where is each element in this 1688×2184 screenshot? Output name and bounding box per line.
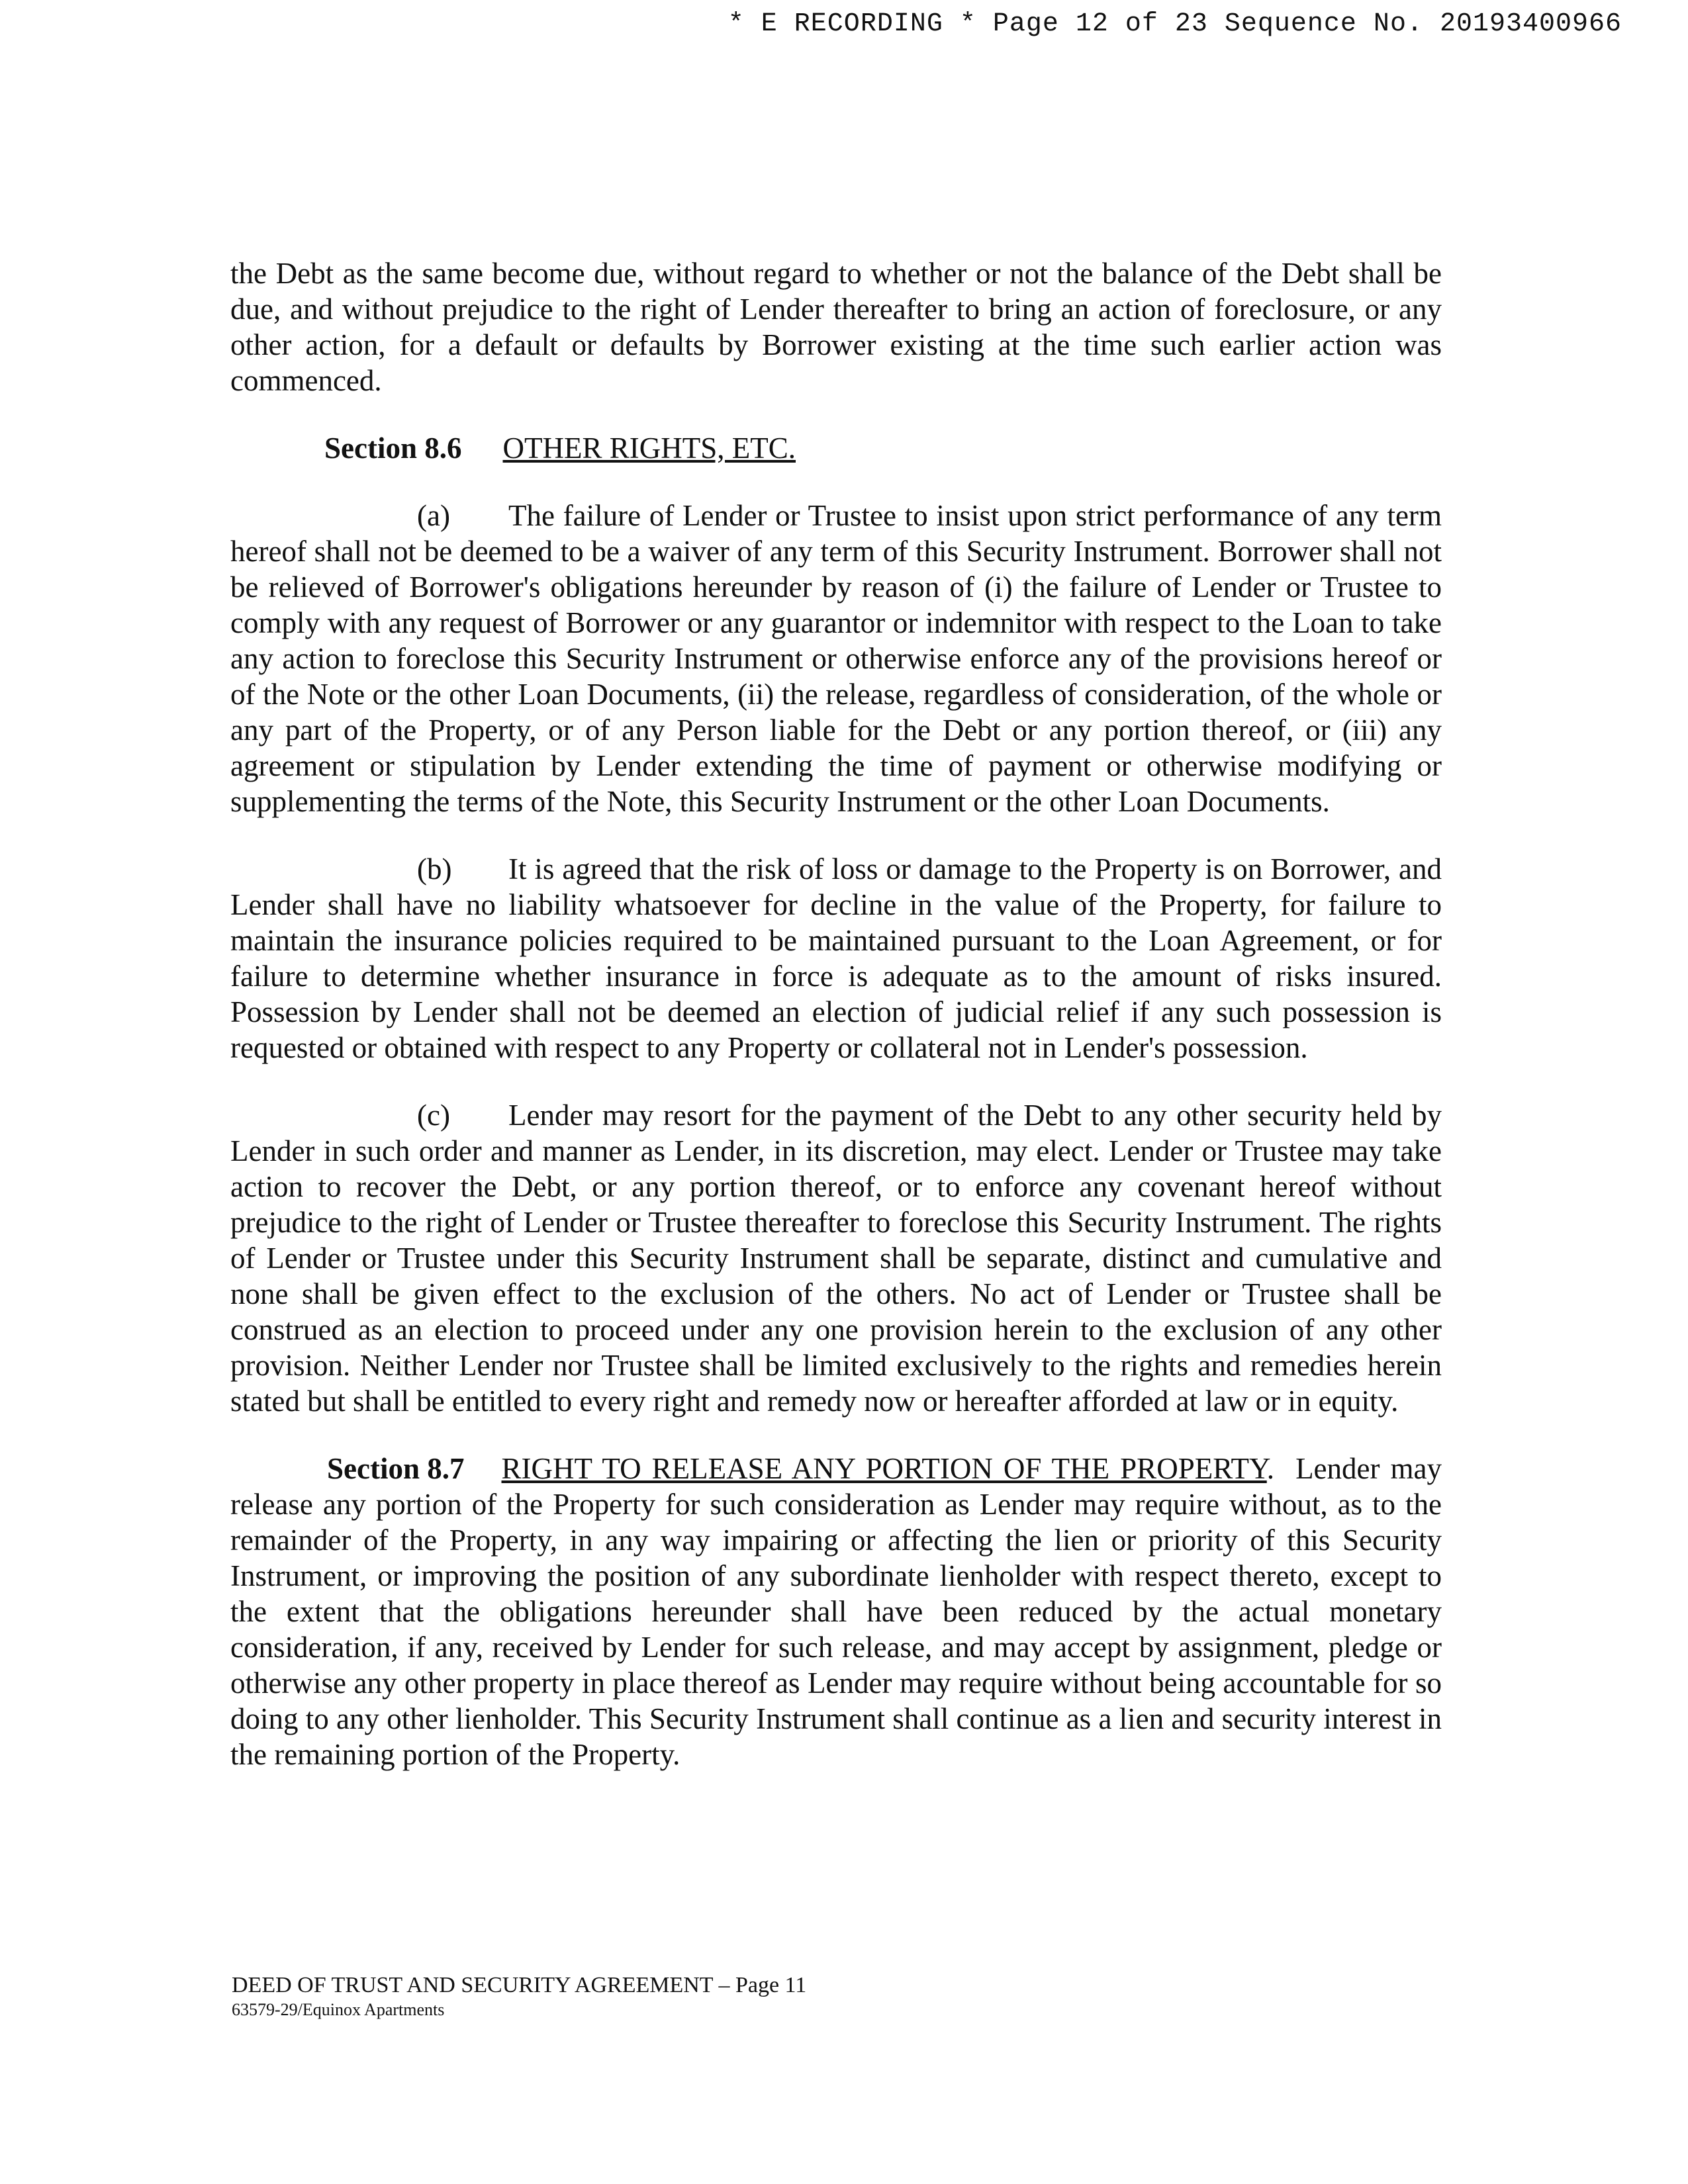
- section-8-6-title: OTHER RIGHTS, ETC.: [502, 432, 796, 465]
- section-8-6-heading: [230, 430, 1442, 466]
- footer-reference: 63579-29/Equinox Apartments: [232, 2000, 445, 2019]
- section-8-7-title: RIGHT TO RELEASE ANY PORTION OF THE PROPERTY: [501, 1452, 1267, 1485]
- paragraph-b-text: It is agreed that the risk of loss or damage to the Property is on Borrower, and Lender shall have no liability whatsoever for decline in the value of the Property, for failure to maintain the insurance policies required to be maintained pursuant to the Loan Agreement, or for failure to determine whether insurance in force is adequate as to the amount of risks insured. Possession by Lender shall not be deemed an election of judicial relief if any such possession is requested or obtained with respect to any Property or collateral not in Lender's possession.: [230, 852, 1442, 1064]
- continuation-paragraph: the Debt as the same become due, without regard to whether or not the balance of the Debt shall be due, and without prejudice to the right of Lender thereafter to bring an action of foreclosure, or any other action, for a default or defaults by Borrower existing at the time such earlier action was commenced.: [230, 257, 1442, 397]
- paragraph-b: [230, 851, 1442, 1066]
- recording-stamp: * E RECORDING * Page 12 of 23 Sequence No. 20193400966: [727, 9, 1622, 39]
- paragraph-c-text: Lender may resort for the payment of the Debt to any other security held by Lender in such order and manner as Lender, in its discretion, may elect. Lender or Trustee may take action to recover the Debt, or any portion thereof, or to enforce any covenant hereof without prejudice to the right of Lender or Trustee thereafter to foreclose this Security Instrument. The rights of Lender or Trustee under this Security Instrument shall be separate, distinct and cumulative and none shall be given effect to the exclusion of the others. No act of Lender or Trustee shall be construed as an election to proceed under any one provision herein to the exclusion of any other provision. Neither Lender nor Trustee shall be limited exclusively to the rights and remedies herein stated but shall be entitled to every right and remedy now or hereafter afforded at law or in equity.: [230, 1099, 1442, 1418]
- section-8-7-text: Lender may release any portion of the Property for such consideration as Lender may require without, as to the remainder of the Property, in any way impairing or affecting the lien or priority of this Security Instrument, or improving the position of any subordinate lienholder with respect thereto, except to the extent that the obligations hereunder shall have been reduced by the actual monetary consideration, if any, received by Lender for such release, and may accept by assignment, pledge or otherwise any other property in place thereof as Lender may require without being accountable for so doing to any other lienholder. This Security Instrument shall continue as a lien and security interest in the remaining portion of the Property.: [230, 1452, 1442, 1771]
- section-8-7-paragraph: [230, 1451, 1442, 1772]
- section-8-7-title-end: .: [1266, 1452, 1274, 1485]
- paragraph-b-label: (b): [417, 852, 452, 886]
- paragraph-c-label: (c): [417, 1099, 450, 1132]
- paragraph-a-text: The failure of Lender or Trustee to insist upon strict performance of any term hereof shall not be deemed to be a waiver of any term of this Security Instrument. Borrower shall not be relieved of Borrower's obligations hereunder by reason of (i) the failure of Lender or Trustee to comply with any request of Borrower or any guarantor or indemnitor with respect to the Loan to take any action to foreclose this Security Instrument or otherwise enforce any of the provisions hereof or of the Note or the other Loan Documents, (ii) the release, regardless of consideration, of the whole or any part of the Property, or of any Person liable for the Debt or any portion thereof, or (iii) any agreement or stipulation by Lender extending the time of payment or otherwise modifying or supplementing the terms of the Note, this Security Instrument or the other Loan Documents.: [230, 499, 1442, 818]
- footer-title: DEED OF TRUST AND SECURITY AGREEMENT – Page 11: [232, 1973, 807, 1997]
- paragraph-a: [230, 498, 1442, 819]
- page-footer: [232, 1972, 806, 2021]
- paragraph-a-label: (a): [417, 499, 450, 532]
- section-8-7-number: Section 8.7: [327, 1452, 465, 1485]
- section-8-6-number: Section 8.6: [324, 432, 462, 465]
- document-body: [230, 255, 1442, 1772]
- paragraph-c: [230, 1097, 1442, 1419]
